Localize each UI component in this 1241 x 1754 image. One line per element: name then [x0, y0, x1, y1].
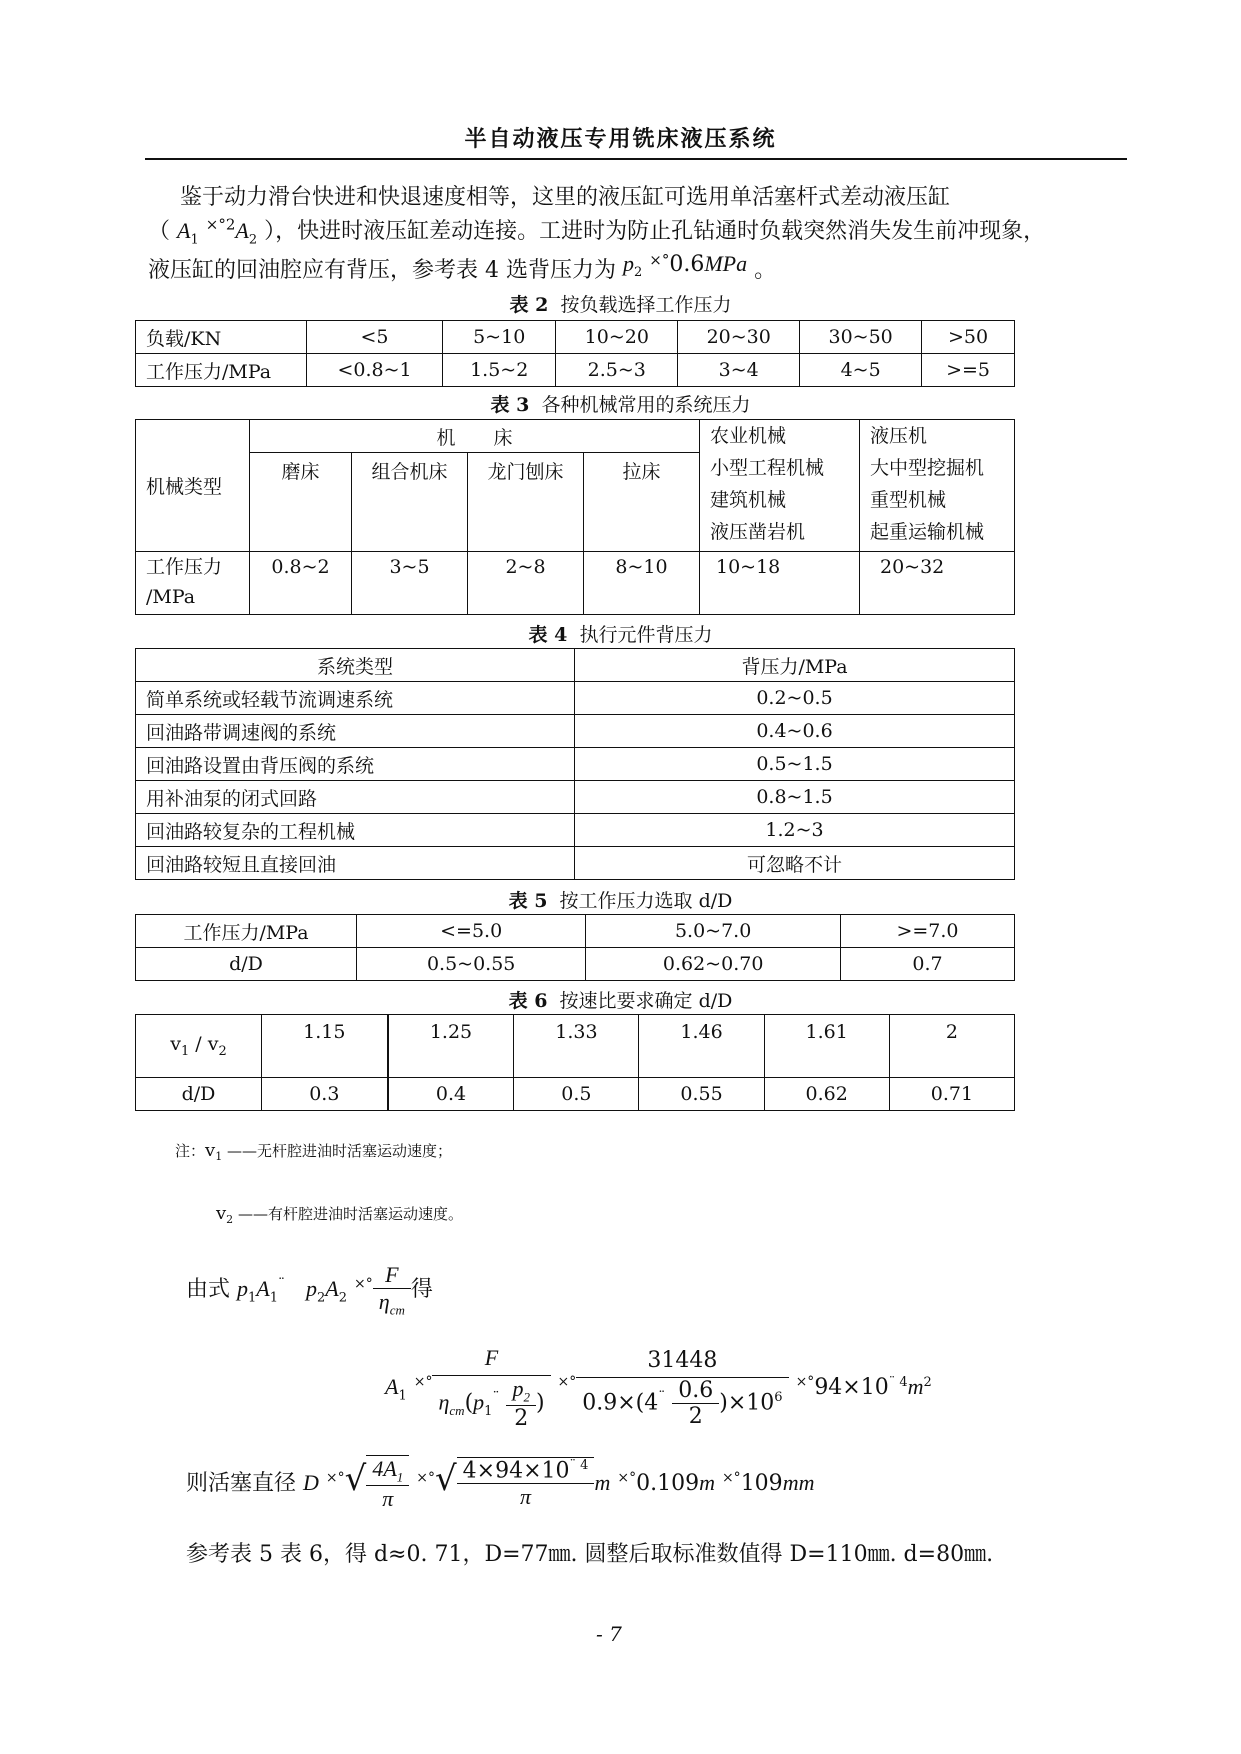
glyph: ¨ — [888, 1374, 896, 1390]
sub: 2 — [317, 1290, 326, 1306]
exponent — [889, 1375, 908, 1390]
v-letter: v — [216, 1203, 227, 1224]
table-cell: 5~10 — [443, 321, 556, 354]
sub: 1 — [269, 1290, 279, 1306]
table-cell: 0.8~1.5 — [575, 781, 1015, 814]
sub: 1 — [396, 1469, 404, 1485]
table6 — [135, 1014, 1015, 1111]
den-part: 0.9×(4 — [582, 1390, 659, 1416]
table-cell: 组合机床 — [352, 453, 468, 552]
table-cell: 拉床 — [584, 453, 700, 552]
table-cell: >=7.0 — [840, 915, 1014, 948]
table-cell: 0.5 — [514, 1078, 639, 1111]
machine-type-label: 机械类型 — [136, 420, 250, 552]
v-letter: v — [205, 1140, 216, 1161]
list-item: 小型工程机械 — [710, 457, 825, 479]
backpressure-value: 0.6 — [669, 252, 705, 277]
sqrt-icon: √ — [435, 1459, 457, 1500]
den-part: )×10 — [719, 1390, 775, 1416]
sqrt-icon: √ — [344, 1459, 367, 1500]
caption-text: 按工作压力选取 d/D — [559, 890, 733, 912]
table-cell: 0.62 — [764, 1078, 889, 1111]
sub-2: 2 — [218, 1043, 227, 1059]
symbol-p2: p — [623, 251, 634, 276]
table-cell: 1.2~3 — [575, 814, 1015, 847]
p1: p — [237, 1276, 249, 1302]
agri-machinery-cell — [700, 420, 860, 552]
formula-1 — [186, 1262, 433, 1318]
v1-letter: v — [170, 1033, 181, 1056]
table-cell: 可忽略不计 — [575, 847, 1015, 880]
table-row — [136, 1015, 1015, 1078]
numerator — [366, 1456, 409, 1485]
fraction — [432, 1345, 550, 1431]
table-cell: 0.3 — [262, 1078, 388, 1111]
table-cell: 20~32 — [860, 552, 1015, 615]
denominator: π — [366, 1485, 409, 1512]
caption-text: 执行元件背压力 — [579, 624, 713, 646]
note-text: ——无杆腔进油时活塞运动速度； — [226, 1142, 452, 1160]
unit-m: m — [594, 1470, 611, 1496]
table-row — [136, 682, 1015, 715]
table-row — [136, 915, 1015, 948]
table-cell: >50 — [922, 321, 1015, 354]
sqrt-body — [457, 1457, 595, 1510]
relation-glyph: ×° — [617, 1469, 637, 1486]
diameter-m: 0.109 — [636, 1471, 700, 1497]
sub-1: 1 — [190, 232, 199, 248]
sub: 2 — [338, 1290, 348, 1306]
table-cell: 0.4 — [388, 1078, 514, 1111]
pressure-label: 工作压力 — [146, 556, 223, 578]
fraction — [457, 1458, 595, 1510]
table-cell: 1.25 — [388, 1015, 514, 1078]
table-cell: 0.71 — [889, 1078, 1014, 1111]
sub-p2: 2 — [634, 265, 643, 281]
sqrt-body — [366, 1455, 409, 1512]
table-row — [136, 715, 1015, 748]
table-cell: 0.7 — [840, 948, 1014, 981]
pressure-unit: /MPa — [146, 586, 196, 608]
table-cell: 10~20 — [556, 321, 678, 354]
relation-glyph: ×° — [416, 1469, 435, 1486]
table-cell: 0.5~0.55 — [357, 948, 586, 981]
exponent: 2 — [923, 1374, 932, 1390]
table-cell: 回油路较复杂的工程机械 — [136, 814, 575, 847]
table3-caption — [0, 390, 1241, 417]
table2 — [135, 320, 1015, 387]
denominator — [373, 1288, 411, 1318]
table-row — [136, 321, 1015, 354]
list-item: 液压凿岩机 — [710, 521, 806, 543]
table-cell: 10~18 — [700, 552, 860, 615]
sub: 2 — [523, 1389, 530, 1405]
p1: p — [473, 1389, 485, 1415]
list-item: 建筑机械 — [710, 489, 787, 511]
table-cell: 回油路设置由背压阀的系统 — [136, 748, 575, 781]
caption-number: 表 2 — [509, 294, 549, 316]
formula-3 — [186, 1455, 814, 1512]
sub-2: 2 — [226, 1213, 234, 1226]
table-row — [136, 748, 1015, 781]
relation-glyph: ×° — [354, 1275, 373, 1292]
table-cell: 0.5~1.5 — [575, 748, 1015, 781]
caption-number: 表 6 — [508, 990, 548, 1012]
table-header: 背压力/MPa — [575, 649, 1015, 682]
table-cell: 工作压力/MPa — [136, 354, 307, 387]
table3 — [135, 419, 1015, 615]
paren-open: （ — [148, 219, 171, 244]
diameter-mm: 109 — [740, 1471, 783, 1497]
table-cell: <=5.0 — [357, 915, 586, 948]
exponent — [570, 1458, 589, 1473]
sub: 1 — [484, 1404, 493, 1420]
table-row — [136, 552, 1015, 615]
num: 4A — [372, 1456, 397, 1481]
list-item: 农业机械 — [710, 425, 787, 447]
hydraulic-press-cell — [860, 420, 1015, 552]
sub-1: 1 — [180, 1043, 190, 1059]
table-cell: 工作压力/MPa — [136, 915, 357, 948]
table-cell: 0.55 — [639, 1078, 764, 1111]
relation-glyph: ×° — [413, 1373, 433, 1390]
denominator: 2 — [506, 1405, 536, 1431]
sub: 1 — [248, 1290, 257, 1306]
v2-letter: v — [207, 1033, 219, 1056]
table-cell: <5 — [307, 321, 443, 354]
table-cell: 5.0~7.0 — [586, 915, 841, 948]
table-cell: 0.62~0.70 — [586, 948, 841, 981]
eta: η — [438, 1389, 450, 1415]
header-rule — [145, 158, 1127, 160]
numerator — [457, 1458, 595, 1483]
note-line-2 — [216, 1203, 463, 1226]
caption-number: 表 4 — [528, 624, 568, 646]
list-item: 重型机械 — [870, 489, 947, 511]
formula-lead: 由式 — [186, 1277, 231, 1303]
table-row — [136, 781, 1015, 814]
table5 — [135, 914, 1015, 981]
a1: A — [385, 1374, 399, 1400]
fraction — [576, 1348, 788, 1429]
denominator — [576, 1377, 788, 1429]
sub-2: 2 — [248, 232, 258, 248]
table-cell: 1.33 — [514, 1015, 639, 1078]
formula-lead: 则活塞直径 — [186, 1471, 297, 1497]
glyph: ¨ — [492, 1389, 500, 1406]
speed-ratio-label — [136, 1015, 262, 1078]
conclusion-line: 参考表 5 表 6，得 d≈0. 71，D=77㎜. 圆整后取标准数值得 D=110㎜. d=80㎜. — [186, 1542, 994, 1567]
pressure-label-cell — [136, 552, 250, 615]
table-row — [136, 814, 1015, 847]
numerator: F — [385, 1262, 399, 1287]
unit-mm: mm — [782, 1470, 815, 1496]
caption-number: 表 3 — [490, 394, 530, 416]
table-row — [136, 847, 1015, 880]
table-cell: 简单系统或轻载节流调速系统 — [136, 682, 575, 715]
symbol-a1: A — [177, 218, 191, 243]
table5-caption — [0, 886, 1241, 913]
period: 。 — [754, 258, 777, 283]
table4 — [135, 648, 1015, 880]
table-cell: 1.5~2 — [443, 354, 556, 387]
glyph: ¨ — [569, 1458, 577, 1474]
caption-number: 表 5 — [508, 890, 548, 912]
table-cell: 20~30 — [678, 321, 800, 354]
caption-text: 各种机械常用的系统压力 — [541, 394, 751, 416]
paren: ( — [464, 1390, 474, 1416]
a2: A — [325, 1276, 339, 1302]
exp: 4 — [580, 1458, 589, 1474]
table-cell: 回油路较短且直接回油 — [136, 847, 575, 880]
relation-glyph: ×° — [721, 1469, 741, 1486]
unit-mpa: MPa — [704, 251, 748, 276]
glyph: ¨ — [278, 1275, 286, 1292]
glyph: ¨ — [658, 1388, 666, 1405]
table-cell: d/D — [136, 948, 357, 981]
intro-line-1: 鉴于动力滑台快进和快退速度相等，这里的液压缸可选用单活塞杆式差动液压缸 — [180, 185, 951, 210]
list-item: 起重运输机械 — [870, 521, 985, 543]
table6-caption — [0, 986, 1241, 1013]
sub: cm — [449, 1403, 465, 1419]
table-header: 系统类型 — [136, 649, 575, 682]
list-item: 大中型挖掘机 — [870, 457, 985, 479]
table-cell: 0.8~2 — [250, 552, 352, 615]
caption-text: 按负载选择工作压力 — [560, 294, 732, 316]
page-number: - 7 — [596, 1622, 622, 1646]
list-item: 液压机 — [870, 425, 928, 447]
table-cell: 1.61 — [764, 1015, 889, 1078]
table4-caption — [0, 620, 1241, 647]
note-line-1 — [175, 1140, 452, 1163]
relation-glyph: ×° — [325, 1469, 345, 1486]
a1: A — [256, 1276, 270, 1302]
symbol-a2: A — [235, 218, 249, 243]
unit: m — [907, 1374, 924, 1400]
table-cell: 3~4 — [678, 354, 800, 387]
table2-caption — [0, 290, 1241, 317]
intro-line-2-text: ），快进时液压缸差动连接。工进时为防止孔钻通时负载突然消失发生前冲现象， — [264, 219, 1046, 244]
table-cell: 0.4~0.6 — [575, 715, 1015, 748]
exp: 4 — [899, 1374, 908, 1390]
numerator: 31448 — [647, 1347, 718, 1373]
numerator: F — [484, 1345, 499, 1370]
table-cell: 回油路带调速阀的系统 — [136, 715, 575, 748]
formula-2 — [385, 1345, 932, 1431]
numerator — [506, 1376, 536, 1405]
table-cell: 龙门刨床 — [468, 453, 584, 552]
table-cell: >=5 — [922, 354, 1015, 387]
note-text: ——有杆腔进油时活塞运动速度。 — [237, 1205, 463, 1223]
table-cell: <0.8~1 — [307, 354, 443, 387]
denominator: π — [457, 1483, 595, 1510]
sub: 1 — [398, 1388, 407, 1404]
table-cell: 0.2~0.5 — [575, 682, 1015, 715]
table-cell: 3~5 — [352, 552, 468, 615]
note-prefix: 注： — [175, 1142, 206, 1160]
fraction — [373, 1262, 411, 1318]
intro-line-2 — [148, 214, 1045, 247]
sub: cm — [389, 1302, 405, 1318]
eta: η — [378, 1289, 390, 1314]
table-cell: 8~10 — [584, 552, 700, 615]
table-cell: 2~8 — [468, 552, 584, 615]
table-cell: d/D — [136, 1078, 262, 1111]
inner-fraction — [506, 1376, 536, 1431]
slash: / — [189, 1033, 208, 1056]
d-symbol: D — [303, 1470, 319, 1496]
table-row — [136, 1078, 1015, 1111]
table-cell: 4~5 — [800, 354, 922, 387]
page-header-title: 半自动液压专用铣床液压系统 — [464, 127, 777, 152]
p2: p — [306, 1276, 318, 1302]
table-cell: 用补油泵的闭式回路 — [136, 781, 575, 814]
formula-tail: 得 — [410, 1277, 433, 1303]
table-row — [136, 948, 1015, 981]
intro-line-3-text: 液压缸的回油腔应有背压，参考表 4 选背压力为 — [148, 258, 616, 283]
intro-line-3 — [148, 253, 776, 286]
paren: ) — [535, 1390, 545, 1416]
relation-glyph: ×° — [795, 1373, 815, 1390]
p2: p — [512, 1376, 524, 1401]
num: 4×94×10 — [462, 1458, 570, 1484]
exponent: 6 — [774, 1389, 783, 1405]
inner-fraction — [672, 1378, 719, 1429]
denominator — [432, 1375, 550, 1431]
caption-text: 按速比要求确定 d/D — [559, 990, 733, 1012]
table-cell: 2.5~3 — [556, 354, 678, 387]
table-cell: 2 — [889, 1015, 1014, 1078]
relation-glyph-2: ×° — [649, 251, 670, 269]
table-row — [136, 420, 1015, 453]
machine-tool-group-header: 机 床 — [250, 420, 700, 453]
table-cell: 1.46 — [639, 1015, 764, 1078]
table-cell: 1.15 — [262, 1015, 388, 1078]
relation-glyph: ×°2 — [205, 215, 236, 234]
sub-1: 1 — [215, 1150, 223, 1163]
table-row — [136, 354, 1015, 387]
table-cell: 负载/KN — [136, 321, 307, 354]
table-row — [136, 649, 1015, 682]
numerator: 0.6 — [678, 1377, 714, 1403]
unit-m: m — [699, 1470, 715, 1496]
denominator: 2 — [672, 1403, 719, 1429]
relation-glyph: ×° — [557, 1373, 577, 1390]
result: 94×10 — [814, 1375, 889, 1401]
fraction — [366, 1456, 409, 1512]
table-cell: 30~50 — [800, 321, 922, 354]
table-cell: 磨床 — [250, 453, 352, 552]
